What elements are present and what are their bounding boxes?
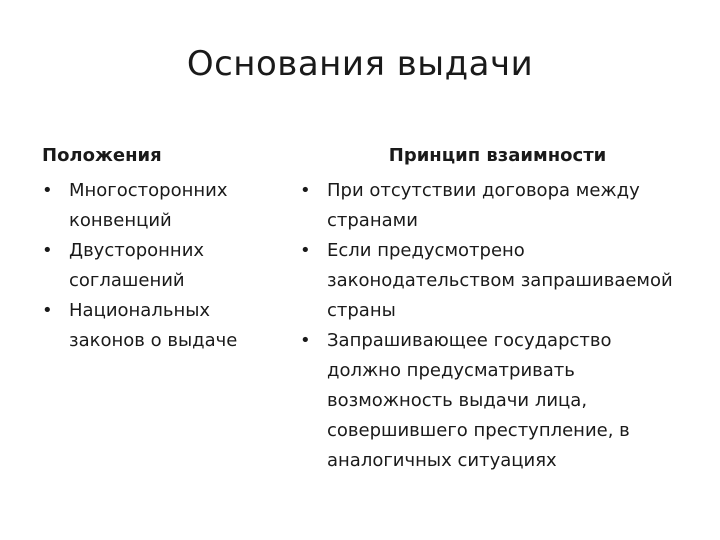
bullet-dot-icon: • <box>42 240 53 261</box>
slide-title: Основания выдачи <box>186 44 534 84</box>
list-item-text: Национальных законов о выдаче <box>69 300 238 351</box>
bullet-dot-icon: • <box>300 330 311 351</box>
list-item-text: Двусторонних соглашений <box>69 240 205 291</box>
list-item <box>300 326 675 476</box>
list-item <box>42 296 272 356</box>
right-bullet-list <box>300 176 675 476</box>
bullet-dot-icon: • <box>300 240 311 261</box>
list-item <box>300 176 675 236</box>
list-item <box>42 236 272 296</box>
list-item-text: Запрашивающее государство должно предусматривать возможность выдачи лица, совершившего преступление, в аналогичных ситуациях <box>327 330 630 471</box>
bullet-dot-icon: • <box>42 180 53 201</box>
bullet-dot-icon: • <box>42 300 53 321</box>
left-bullet-list <box>42 176 272 356</box>
list-item-text: Многосторонних конвенций <box>69 180 228 231</box>
left-column-header: Положения <box>42 145 162 166</box>
list-item-text: При отсутствии договора между странами <box>327 180 640 231</box>
list-item-text: Если предусмотрено законодательством запрашиваемой страны <box>327 240 673 321</box>
right-column-header: Принцип взаимности <box>388 145 607 166</box>
list-item <box>300 236 675 326</box>
bullet-dot-icon: • <box>300 180 311 201</box>
list-item <box>42 176 272 236</box>
